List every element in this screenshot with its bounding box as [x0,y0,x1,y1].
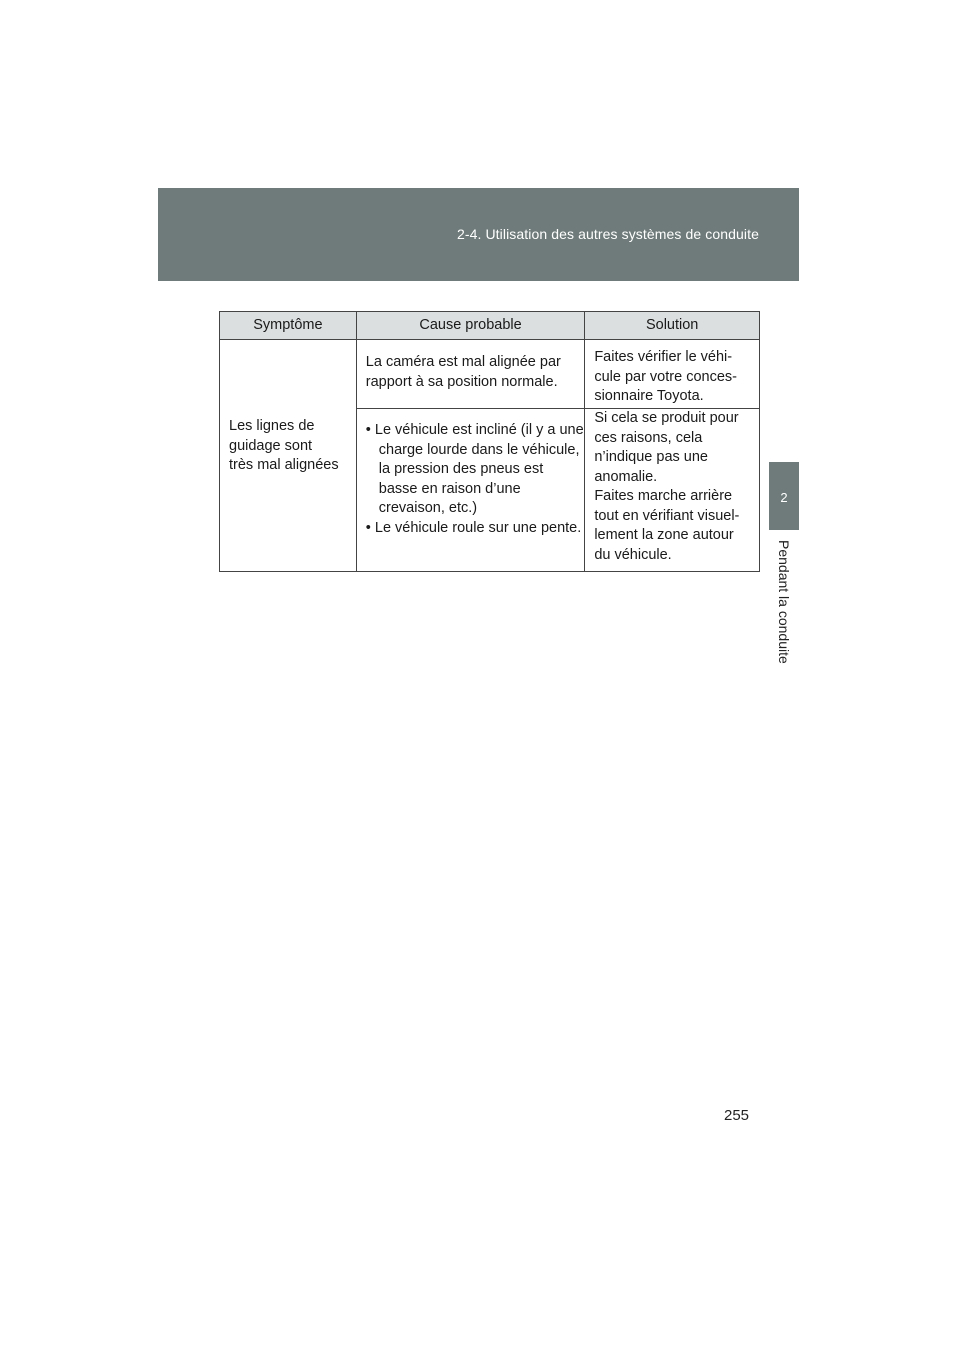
table-header-row [220,312,760,340]
solution-cell-1 [585,340,760,409]
cause-list [366,421,585,538]
solution-line: anomalie. [594,468,658,485]
solution-line: Faites vérifier le véhi- [594,349,733,365]
cause-bullet-item: • Le véhicule roule sur une pente. [366,519,585,539]
solution-line: tout en vérifiant visuel- [594,507,740,524]
header-cause: Cause probable [356,312,585,340]
chapter-number: 2 [780,490,788,505]
solution-line: Si cela se produit pour [594,410,739,426]
section-title: 2-4. Utilisation des autres systèmes de conduite [456,226,759,242]
cause-line: La caméra est mal alignée par [365,354,561,370]
symptom-cell [220,340,357,572]
cause-line: rapport à sa position normale. [365,373,558,390]
cause-cell-1 [356,340,585,409]
solution-line: sionnaire Toyota. [594,388,704,404]
symptom-line: guidage sont [229,437,313,454]
solution-line: Faites marche arrière [594,488,733,504]
cause-cell-2 [356,409,585,572]
symptom-line: très mal alignées [229,457,339,474]
page-number: 255 [724,1107,750,1124]
solution-cell-2 [585,409,760,572]
chapter-title: Pendant la conduite [776,540,792,664]
solution-line: lement la zone autour [594,527,734,543]
solution-line: n’indique pas une [594,449,708,465]
table-row [220,340,760,409]
troubleshooting-table [219,311,760,572]
chapter-side-label [762,540,806,670]
solution-line: cule par votre conces- [594,368,737,385]
header-symptome: Symptôme [220,312,357,340]
solution-line: ces raisons, cela [594,429,703,446]
symptom-line: Les lignes de [229,418,315,435]
solution-line: du véhicule. [594,546,672,563]
cause-bullet-item: • Le véhicule est incliné (il y a une charge lourde dans le véhicule, la pression des pneus est basse en raison d’une crevaison, etc.) [366,421,585,519]
header-band [158,188,799,281]
header-solution: Solution [585,312,760,340]
chapter-tab [769,462,799,530]
